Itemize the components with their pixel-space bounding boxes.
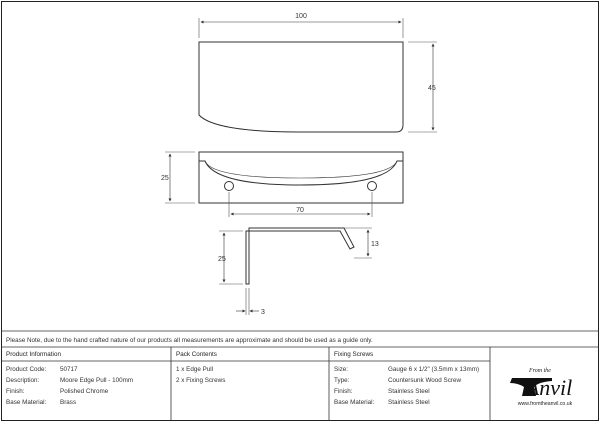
top-view — [199, 42, 403, 132]
side-view — [246, 228, 354, 284]
pack-item: 1 x Edge Pull — [176, 366, 214, 373]
dimension-hole-spacing — [229, 192, 372, 217]
screw-hole-left — [225, 182, 234, 191]
from-the-anvil-logo — [510, 368, 573, 407]
label-screw-size: Size: — [334, 366, 348, 373]
label-screw-finish: Finish: — [334, 388, 353, 395]
value-screw-finish: Stainless Steel — [388, 388, 430, 395]
label-screw-base-material: Base Material: — [334, 399, 375, 406]
value-screw-base-material: Stainless Steel — [388, 399, 430, 406]
dimension-height-front — [161, 152, 195, 203]
dimension-side-lip — [344, 228, 379, 258]
pack-item: 2 x Fixing Screws — [176, 377, 226, 384]
value-finish: Polished Chrome — [60, 388, 109, 395]
value-screw-size: Gauge 6 x 1/2" (3.5mm x 13mm) — [388, 366, 480, 373]
label-finish: Finish: — [6, 388, 25, 395]
dim-hole-spacing-label: 70 — [296, 207, 304, 214]
value-screw-type: Countersunk Wood Screw — [388, 377, 462, 384]
pack-contents-header: Pack Contents — [176, 351, 217, 358]
dimension-side-thickness — [236, 288, 265, 316]
dimension-height-top — [408, 42, 437, 132]
product-information-header: Product Information — [6, 351, 61, 358]
fixing-screws-header: Fixing Screws — [334, 351, 374, 358]
front-view — [199, 152, 403, 203]
disclaimer-note: Please Note, due to the hand crafted nature of our products all measurements are approximate and should be used as a guide only. — [6, 337, 373, 344]
dim-width-top-label: 100 — [295, 13, 307, 20]
value-base-material: Brass — [60, 399, 77, 406]
label-product-code: Product Code: — [6, 366, 47, 373]
svg-text:Anvil: Anvil — [525, 375, 573, 400]
svg-text:From the: From the — [529, 368, 551, 374]
dim-height-top-label: 45 — [428, 85, 436, 92]
screw-hole-right — [368, 182, 377, 191]
value-description: Moore Edge Pull - 100mm — [60, 377, 134, 384]
dim-side-thickness-label: 3 — [261, 309, 265, 316]
svg-text:www.fromtheanvil.co.uk: www.fromtheanvil.co.uk — [517, 401, 573, 407]
dim-side-height-label: 25 — [218, 256, 226, 263]
value-product-code: 50717 — [60, 366, 78, 373]
dimension-side-height — [218, 231, 243, 284]
dimension-width-top — [199, 13, 403, 38]
dim-side-lip-label: 13 — [371, 241, 379, 248]
label-description: Description: — [6, 377, 40, 384]
dim-height-front-label: 25 — [161, 175, 169, 182]
label-base-material: Base Material: — [6, 399, 47, 406]
info-panel-grid — [2, 331, 599, 420]
label-screw-type: Type: — [334, 377, 350, 384]
